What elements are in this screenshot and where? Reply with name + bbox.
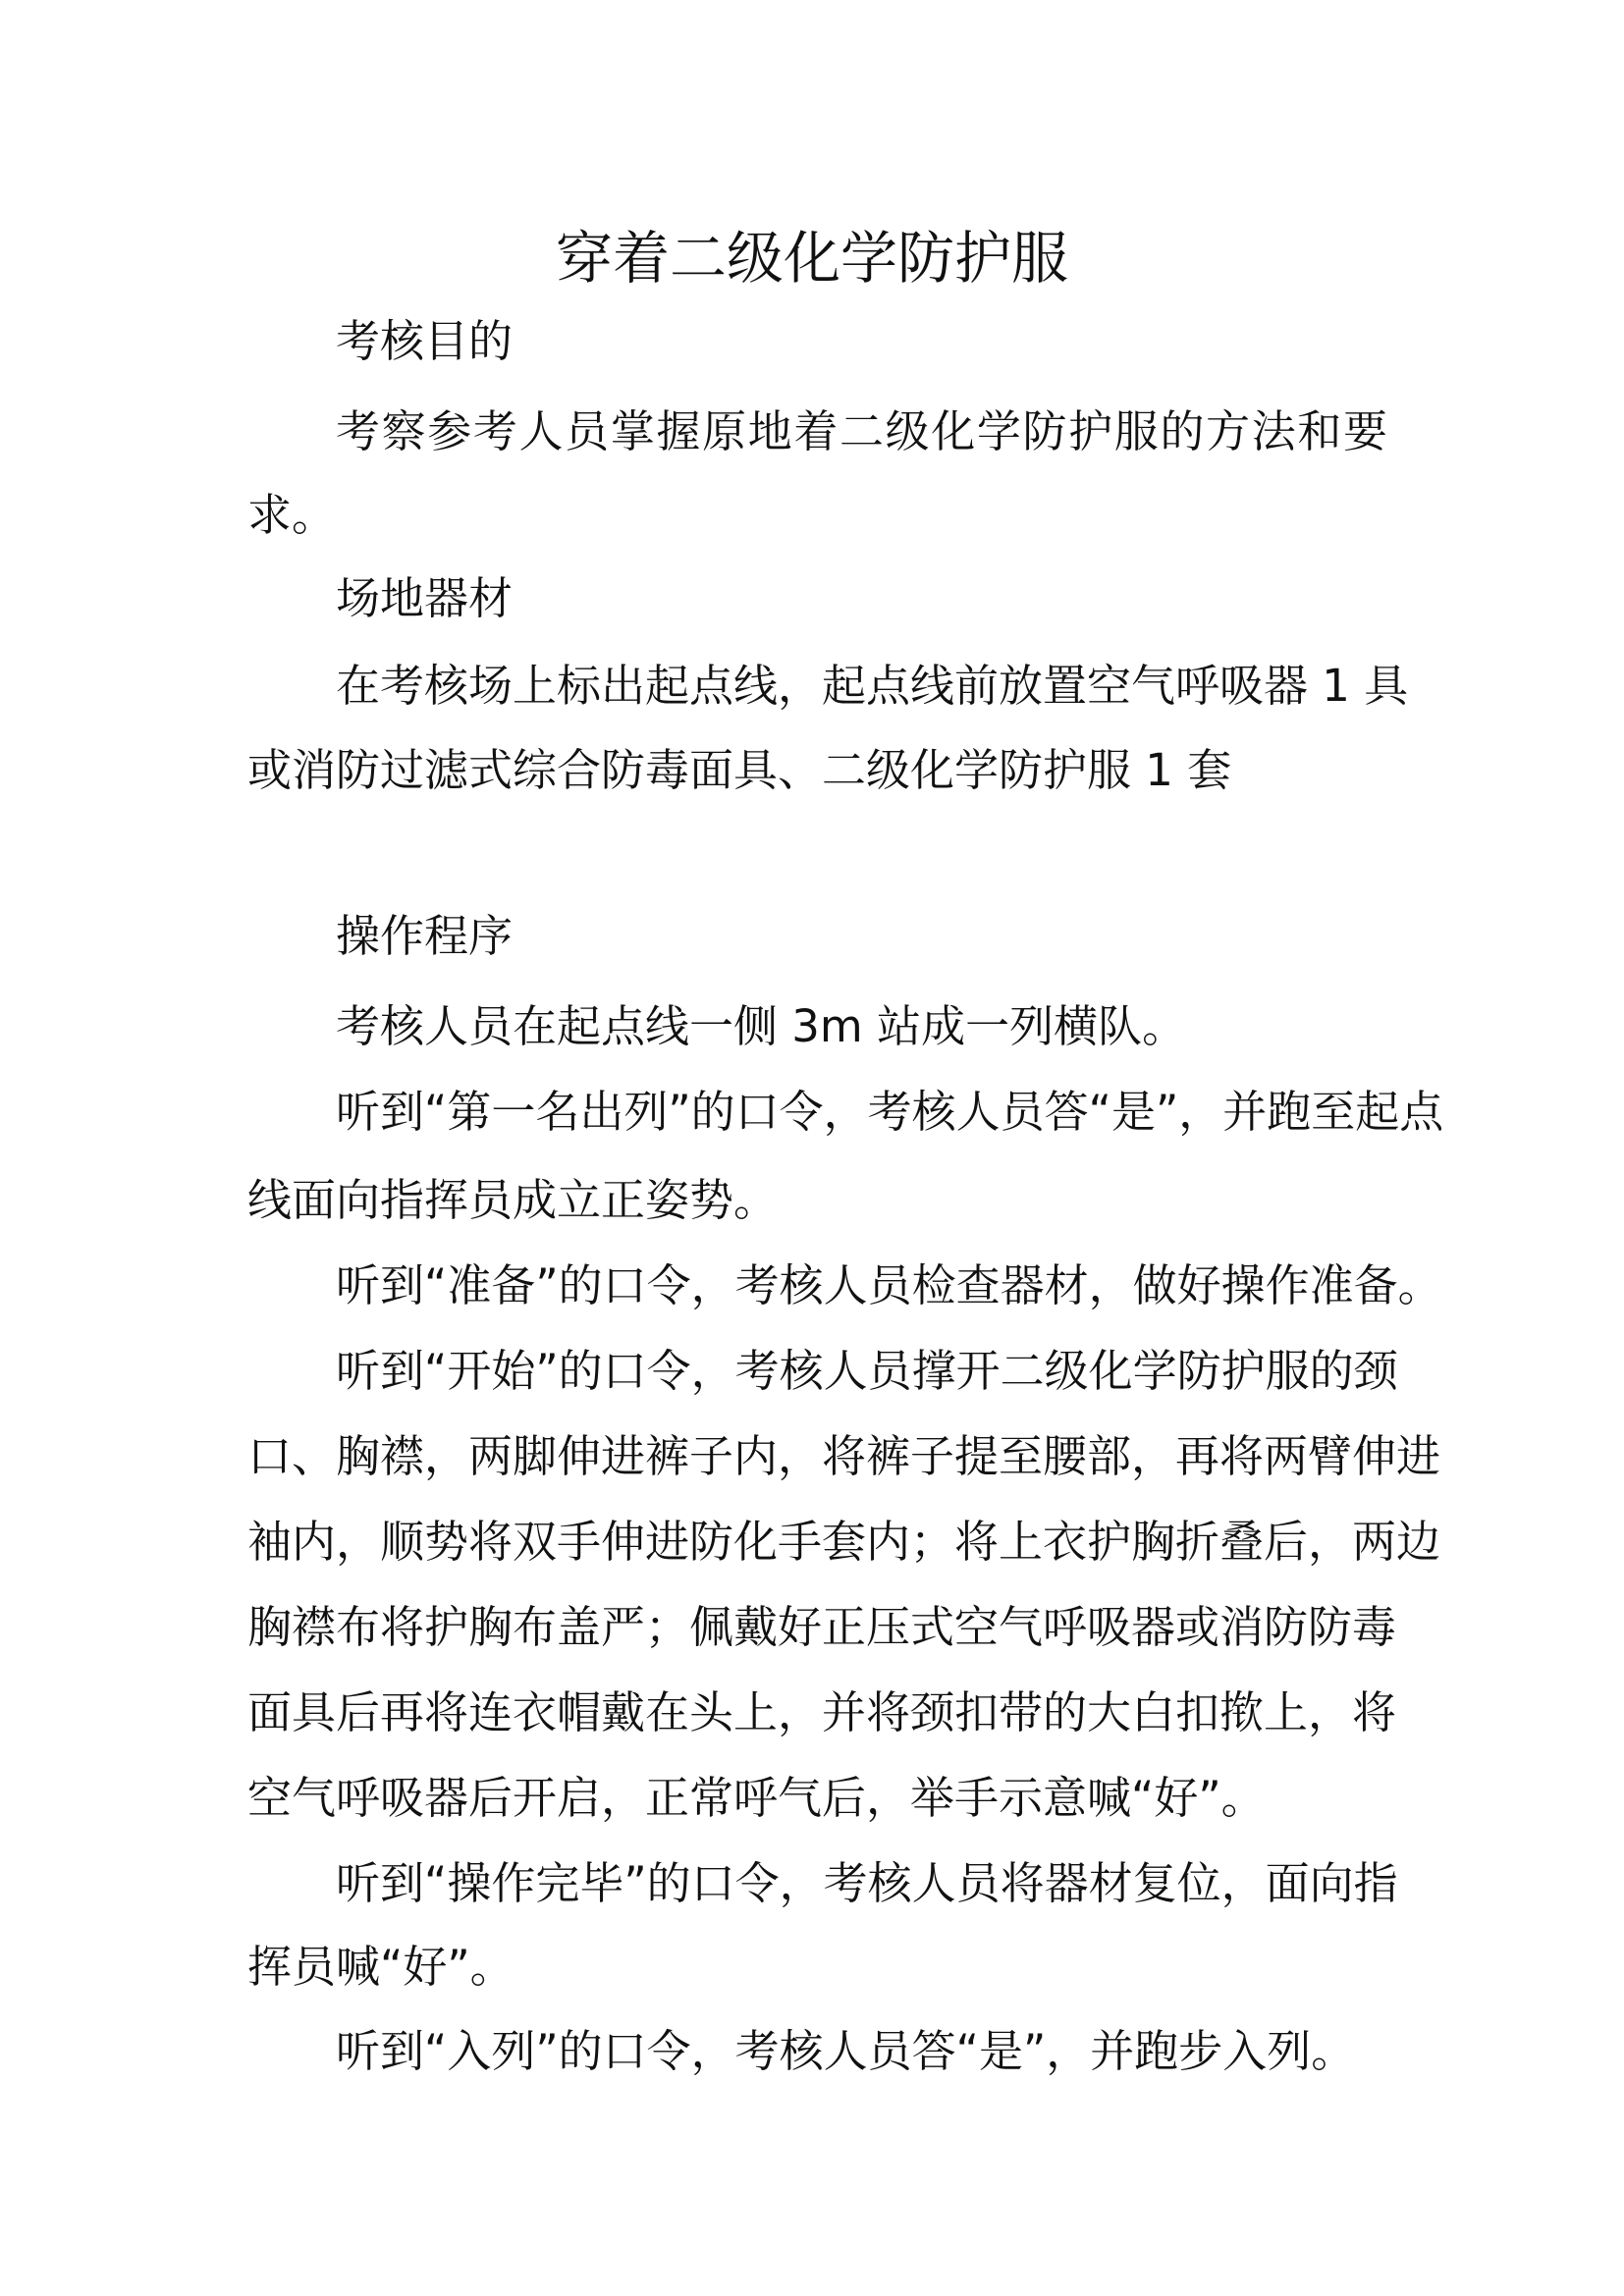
paragraph-line: 胸襟布将护胸布盖严；佩戴好正压式空气呼吸器或消防防毒 bbox=[247, 1601, 1397, 1653]
paragraph-line: 空气呼吸器后开启，正常呼气后，举手示意喊“好”。 bbox=[247, 1772, 1266, 1824]
paragraph-line: 袖内，顺势将双手伸进防化手套内；将上衣护胸折叠后，两边 bbox=[247, 1516, 1441, 1568]
section-heading-equipment: 场地器材 bbox=[336, 572, 514, 624]
paragraph-line: 听到“开始”的口令，考核人员撑开二级化学防护服的颈 bbox=[336, 1345, 1398, 1397]
paragraph-line: 考察参考人员掌握原地着二级化学防护服的方法和要 bbox=[336, 405, 1387, 457]
document-title: 穿着二级化学防护服 bbox=[555, 225, 1068, 292]
paragraph-line: 听到“入列”的口令，考核人员答“是”，并跑步入列。 bbox=[336, 2025, 1356, 2077]
paragraph-line: 听到“第一名出列”的口令，考核人员答“是”，并跑至起点 bbox=[336, 1086, 1444, 1138]
paragraph-line: 听到“操作完毕”的口令，考核人员将器材复位，面向指 bbox=[336, 1857, 1398, 1909]
paragraph-line: 口、胸襟，两脚伸进裤子内，将裤子提至腰部，再将两臂伸进 bbox=[247, 1430, 1441, 1482]
paragraph-line: 听到“准备”的口令，考核人员检查器材，做好操作准备。 bbox=[336, 1259, 1442, 1311]
paragraph-line: 求。 bbox=[247, 489, 337, 541]
paragraph-line: 在考核场上标出起点线，起点线前放置空气呼吸器 1 具 bbox=[336, 660, 1409, 712]
paragraph-line: 线面向指挥员成立正姿势。 bbox=[247, 1174, 779, 1226]
paragraph-line: 或消防过滤式综合防毒面具、二级化学防护服 1 套 bbox=[247, 744, 1232, 796]
paragraph-line: 挥员喊“好”。 bbox=[247, 1941, 514, 1993]
paragraph-line: 面具后再将连衣帽戴在头上，并将颈扣带的大白扣揿上，将 bbox=[247, 1686, 1397, 1738]
section-heading-purpose: 考核目的 bbox=[336, 315, 514, 367]
paragraph-line: 考核人员在起点线一侧 3m 站成一列横队。 bbox=[336, 1000, 1187, 1052]
section-heading-procedure: 操作程序 bbox=[336, 910, 514, 962]
